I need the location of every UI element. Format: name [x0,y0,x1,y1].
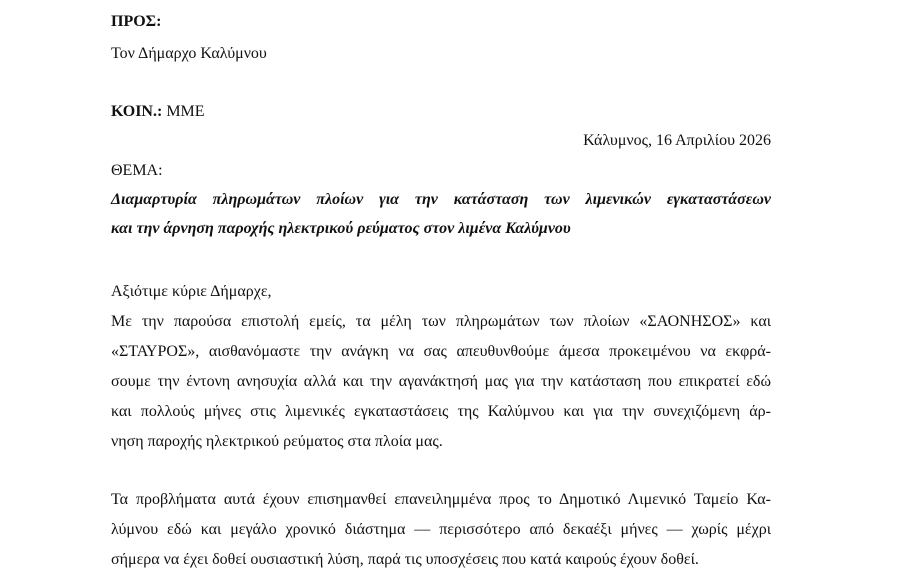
paragraph1-line-1: Με την παρούσα επιστολή εμείς, τα μέλη των πληρωμάτων των πλοίων «ΣΑΟΝΗΣΟΣ» και [111,313,771,330]
paragraph2-line-2: λύμνου εδώ και μεγάλο χρονικό διάστημα — περισσότερο από δεκαέξι μήνες — χωρίς μέχρι [111,521,771,538]
paragraph1-line-3: σουμε την έντονη ανησυχία αλλά και την αγανάκτησή μας για την κατάσταση που επικρατεί εδώ [111,373,771,390]
to-recipient: Τον Δήμαρχο Καλύμνου [111,45,267,62]
date-line: Κάλυμνος, 16 Απριλίου 2026 [583,132,771,149]
salutation: Αξιότιμε κύριε Δήμαρχε, [111,283,272,300]
paragraph1-line-5: νηση παροχής ηλεκτρικού ρεύματος στα πλοία μας. [111,433,443,450]
to-label: ΠΡΟΣ: [111,13,162,30]
paragraph1-line-2: «ΣΤΑΥΡΟΣ», αισθανόμαστε την ανάγκη να σας απευθυνθούμε άμεσα προκειμένου να εκφρά- [111,343,771,360]
subject-line-1: Διαμαρτυρία πληρωμάτων πλοίων για την κατάσταση των λιμενικών εγκαταστάσεων [111,191,771,208]
subject-label: ΘΕΜΑ: [111,162,163,179]
subject-line-2: και την άρνηση παροχής ηλεκτρικού ρεύματος στον λιμένα Καλύμνου [111,220,571,237]
cc-label: ΚΟΙΝ.: [111,103,163,120]
cc-value: ΜΜΕ [162,103,205,120]
paragraph1-line-4: και πολλούς μήνες στις λιμενικές εγκαταστάσεις της Καλύμνου και για την συνεχιζόμενη άρ- [111,403,771,420]
paragraph2-line-3: σήμερα να έχει δοθεί ουσιαστική λύση, παρά τις υποσχέσεις που κατά καιρούς έχουν δοθεί. [111,551,699,568]
paragraph2-line-1: Τα προβλήματα αυτά έχουν επισημανθεί επανειλημμένα προς το Δημοτικό Λιμενικό Ταμείο Κα- [111,491,771,508]
cc-line [111,102,205,122]
